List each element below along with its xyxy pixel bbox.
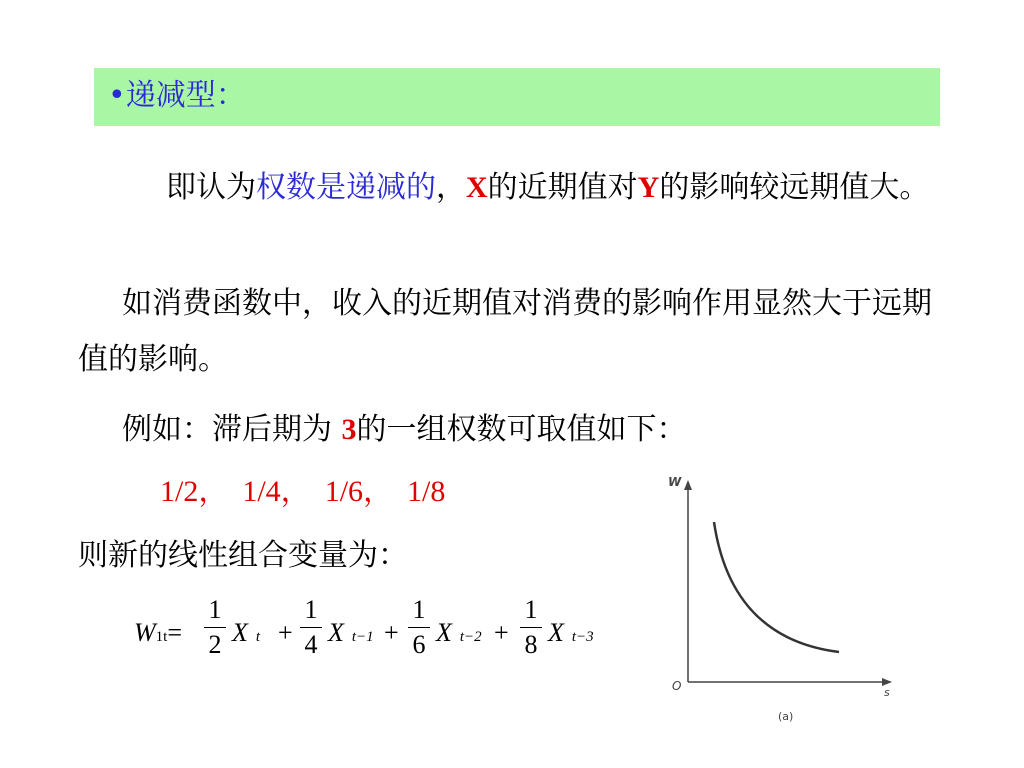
p1-text-c: 的影响较远期值大。 — [659, 170, 930, 205]
term-1-var: Xt — [232, 618, 261, 647]
weights-list — [160, 472, 445, 512]
paragraph-consumption-example — [78, 276, 958, 388]
y-axis-label: W — [668, 475, 682, 489]
term-2-var: Xt−1 — [328, 618, 374, 647]
weight-3: 1/6， — [324, 475, 394, 508]
plus-2: + — [384, 618, 399, 647]
y-axis-arrow — [684, 480, 692, 490]
weight-4: 1/8 — [407, 475, 446, 508]
diagram-caption: (a) — [778, 710, 794, 723]
decreasing-weight-diagram — [664, 470, 904, 730]
weight-1: 1/2， — [160, 475, 229, 508]
x-axis-arrow — [882, 678, 892, 686]
paragraph-lag-example — [78, 402, 958, 458]
heading-bullet: • — [108, 78, 126, 113]
plus-1: + — [278, 618, 293, 647]
fraction-2: 1 4 — [300, 596, 322, 659]
term-3-var: Xt−2 — [436, 618, 482, 647]
fraction-4: 1 8 — [520, 596, 542, 659]
p3-text-b: 的一组权数可取值如下： — [356, 412, 687, 447]
x-axis-label: s — [884, 686, 890, 699]
p1-comma: ， — [436, 170, 466, 205]
p1-highlight: 权数是递减的 — [256, 170, 436, 205]
p3-text-a: 例如：滞后期为 — [122, 412, 342, 447]
p1-y-symbol: Y — [637, 171, 660, 204]
p1-text-a: 即认为 — [166, 170, 256, 205]
heading-banner — [94, 68, 940, 126]
formula-lhs: W1t= — [134, 618, 183, 647]
p1-x-symbol: X — [466, 171, 488, 204]
decreasing-curve — [714, 522, 839, 652]
heading-title — [108, 76, 246, 116]
fraction-1: 1 2 — [204, 596, 226, 659]
p2-text: 如消费函数中，收入的近期值对消费的影响作用显然大于远期值的影响。 — [78, 286, 932, 377]
fraction-3: 1 6 — [408, 596, 430, 659]
weight-2: 1/4， — [242, 475, 311, 508]
p4-text: 则新的线性组合变量为： — [78, 538, 408, 573]
origin-label: O — [672, 679, 682, 693]
p3-lag-number: 3 — [341, 413, 357, 446]
term-4-var: Xt−3 — [548, 618, 594, 647]
plus-3: + — [494, 618, 509, 647]
p1-text-b: 的近期值对 — [487, 170, 638, 205]
paragraph-decreasing-weights — [78, 160, 958, 216]
heading-label: 递减型： — [125, 78, 246, 113]
